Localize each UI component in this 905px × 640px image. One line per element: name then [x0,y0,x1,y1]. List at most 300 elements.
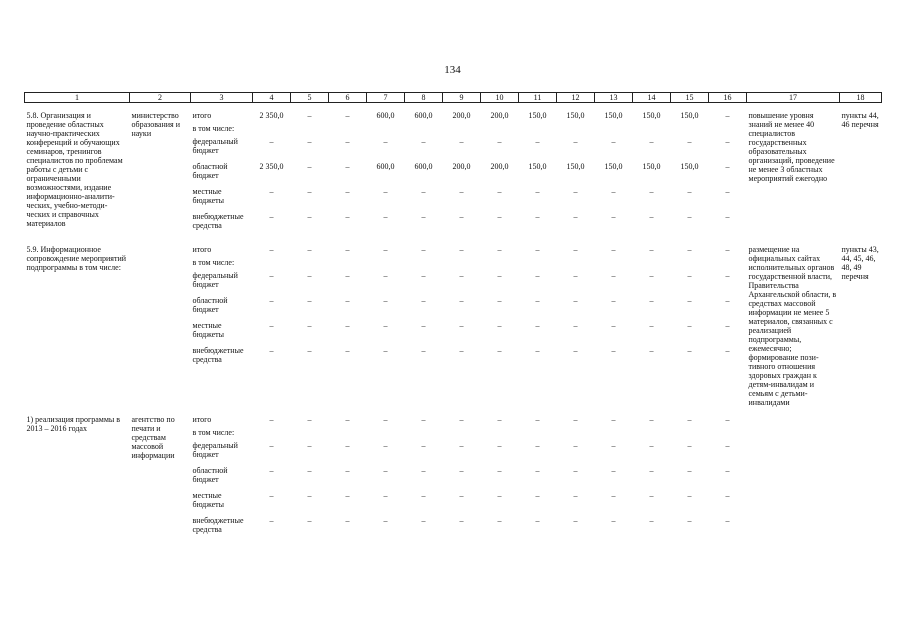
table-row [25,111,882,237]
funding-value [521,428,555,441]
funding-value: – [611,187,616,196]
value-column-9 [443,245,481,407]
funding-value: 2 350,0 [259,111,284,120]
funding-value: – [725,466,730,475]
funding-value: – [573,296,578,305]
funding-value: – [345,187,350,196]
funding-value: 600,0 [376,111,395,120]
section-gap [25,407,882,415]
funding-value: – [497,516,502,525]
funding-value: – [611,466,616,475]
value-column-5 [291,415,329,541]
funding-value [369,124,403,137]
value-column-5 [291,111,329,237]
header-cell-7: 7 [367,93,405,103]
funding-value: – [269,466,274,475]
funding-value [559,124,593,137]
funding-value: – [573,321,578,330]
funding-source-label: областной бюджет [192,162,228,180]
value-column-12 [557,415,595,541]
funding-source-label: федеральный бюджет [192,137,238,155]
value-column-13 [595,415,633,541]
funding-value: – [421,212,426,221]
funding-value: – [269,187,274,196]
header-cell-16: 16 [709,93,747,103]
funding-value: – [307,271,312,280]
funding-value [293,258,327,271]
funding-value: – [649,296,654,305]
funding-value: – [649,466,654,475]
header-cell-17: 17 [747,93,840,103]
funding-value: 150,0 [680,162,699,171]
funding-value: – [725,212,730,221]
value-column-14 [633,245,671,407]
funding-value: – [459,245,464,254]
funding-value: – [345,137,350,146]
funding-value: – [497,415,502,424]
funding-value: – [725,415,730,424]
funding-value: – [725,245,730,254]
funding-value: – [345,346,350,355]
funding-value: – [307,212,312,221]
funding-value: – [307,346,312,355]
header-cell-15: 15 [671,93,709,103]
funding-value: 150,0 [604,162,623,171]
funding-value: – [725,516,730,525]
value-column-15 [671,111,709,237]
funding-value: – [535,296,540,305]
funding-value: – [383,516,388,525]
funding-value [255,124,289,137]
funding-value: – [383,415,388,424]
funding-value: – [535,321,540,330]
funding-value: – [535,137,540,146]
value-column-10 [481,111,519,237]
funding-value: – [725,346,730,355]
funding-value [635,258,669,271]
funding-value: 200,0 [452,111,471,120]
funding-value [331,124,365,137]
header-cell-5: 5 [291,93,329,103]
funding-value: – [383,491,388,500]
value-column-12 [557,111,595,237]
funding-value: – [307,245,312,254]
funding-value: – [269,516,274,525]
funding-value: – [573,187,578,196]
funding-source-label: итого [192,111,212,120]
funding-source-label: местные бюджеты [192,491,225,509]
funding-value: – [649,321,654,330]
value-column-16 [709,111,747,237]
funding-value: – [345,296,350,305]
funding-value: – [573,212,578,221]
header-cell-18: 18 [840,93,882,103]
executor: агентство по печати и средствам массовой информации [131,415,175,460]
expected-result: размещение на официальных сайтах исполнительных органов государственной власти, Правительства Архангельской области, в средствах массовой информации не менее 5 материалов, связанных с реализацией подпрограммы, ежемесячно; формирование позитивного отношения здоровых граждан к детям-инвалидам и семьям с детьми-инвалидами [748,245,837,407]
value-column-8 [405,111,443,237]
funding-value: – [535,516,540,525]
value-column-13 [595,111,633,237]
funding-value: – [611,346,616,355]
header-cell-14: 14 [633,93,671,103]
value-column-9 [443,111,481,237]
funding-value [673,258,707,271]
funding-value: – [269,271,274,280]
funding-value: – [269,321,274,330]
funding-value: – [535,187,540,196]
funding-value: – [611,516,616,525]
activity-name: 5.8. Организация и проведение областных научно-практических конференций и обучающих семинаров, тренингов специалистов по проблемам работы с детьми с ограниченными возможностями, издание информационно-аналитических, учебно-методических и справочных материалов [26,111,123,228]
funding-value: – [421,321,426,330]
funding-value: – [345,466,350,475]
funding-value: – [725,491,730,500]
funding-value [293,428,327,441]
funding-value: – [573,346,578,355]
funding-value: – [459,212,464,221]
funding-value: – [345,441,350,450]
value-column-7 [367,111,405,237]
header-cell-6: 6 [329,93,367,103]
funding-value [445,428,479,441]
funding-value [293,124,327,137]
funding-value: – [497,271,502,280]
value-column-16 [709,245,747,407]
funding-value: – [459,415,464,424]
funding-value [673,428,707,441]
funding-value: – [535,346,540,355]
value-column-6 [329,245,367,407]
funding-value: – [459,441,464,450]
funding-value: 150,0 [528,111,547,120]
executor [130,245,191,407]
funding-value: – [497,137,502,146]
funding-value: – [573,415,578,424]
value-column-14 [633,415,671,541]
header-cell-3: 3 [191,93,253,103]
funding-value [559,258,593,271]
funding-value: – [421,516,426,525]
funding-source-label: в том числе: [192,428,235,437]
funding-value: – [611,212,616,221]
header-cell-1: 1 [25,93,130,103]
funding-value: – [421,271,426,280]
funding-value: – [307,162,312,171]
funding-value: – [307,111,312,120]
funding-value: – [687,491,692,500]
funding-value: – [269,296,274,305]
funding-value: – [421,466,426,475]
funding-value: – [421,415,426,424]
funding-value [407,428,441,441]
funding-value: – [687,516,692,525]
funding-value [521,124,555,137]
funding-source-label: в том числе: [192,124,235,133]
funding-value: – [307,516,312,525]
header-cell-2: 2 [130,93,191,103]
value-column-7 [367,245,405,407]
funding-value: – [497,296,502,305]
funding-source-label: местные бюджеты [192,187,225,205]
funding-value: – [687,187,692,196]
funding-value: – [611,321,616,330]
section-gap [25,103,882,112]
indicator-link [840,415,882,541]
header-cell-11: 11 [519,93,557,103]
program-table [24,92,882,541]
funding-value: – [611,415,616,424]
value-column-6 [329,111,367,237]
funding-value: – [573,441,578,450]
section-gap [25,237,882,245]
funding-value: 150,0 [528,162,547,171]
funding-value: – [687,296,692,305]
funding-value: – [725,187,730,196]
funding-value: – [307,187,312,196]
value-column-4 [253,415,291,541]
funding-value: – [345,415,350,424]
funding-value: – [497,346,502,355]
funding-value [597,258,631,271]
value-column-14 [633,111,671,237]
funding-value: – [573,491,578,500]
funding-value: – [497,187,502,196]
header-cell-13: 13 [595,93,633,103]
funding-value: – [307,441,312,450]
table-row [25,245,882,407]
funding-value: – [649,491,654,500]
funding-value: – [497,441,502,450]
funding-value: 150,0 [604,111,623,120]
funding-source-label: внебюджетные средства [192,516,244,534]
funding-value [521,258,555,271]
value-column-4 [253,245,291,407]
funding-value: – [459,137,464,146]
funding-value: – [687,271,692,280]
funding-value: 150,0 [566,111,585,120]
funding-value: – [345,271,350,280]
funding-value: 150,0 [642,162,661,171]
funding-value [445,124,479,137]
funding-value [407,258,441,271]
page-number: 134 [444,64,461,76]
funding-value: – [269,441,274,450]
funding-value [635,124,669,137]
funding-value [597,124,631,137]
funding-value: – [497,491,502,500]
funding-value: – [459,516,464,525]
funding-value: – [383,245,388,254]
funding-value: – [649,441,654,450]
header-cell-8: 8 [405,93,443,103]
funding-value: – [497,321,502,330]
funding-value [483,428,517,441]
funding-value: – [497,466,502,475]
funding-value: – [383,321,388,330]
header-cell-10: 10 [481,93,519,103]
funding-value: – [611,137,616,146]
funding-value: – [307,415,312,424]
funding-value: – [535,466,540,475]
funding-value [331,428,365,441]
funding-value: – [611,245,616,254]
funding-value: – [459,187,464,196]
funding-value: – [307,466,312,475]
funding-value: – [535,441,540,450]
funding-value: – [459,491,464,500]
funding-value: 200,0 [490,162,509,171]
funding-value: – [307,137,312,146]
funding-value [597,428,631,441]
value-column-16 [709,415,747,541]
funding-value: – [269,245,274,254]
funding-value: 600,0 [414,111,433,120]
funding-value: – [459,466,464,475]
indicator-link: пункты 44, 46 перечня [841,111,879,129]
funding-value: 2 350,0 [259,162,284,171]
value-column-11 [519,415,557,541]
funding-value: – [269,491,274,500]
funding-sources [191,111,253,237]
funding-value: – [307,321,312,330]
funding-value: – [307,296,312,305]
funding-value: 150,0 [642,111,661,120]
funding-value: – [269,415,274,424]
funding-value: 150,0 [680,111,699,120]
funding-source-label: внебюджетные средства [192,346,244,364]
funding-value: – [573,516,578,525]
funding-value: – [345,321,350,330]
funding-value [255,258,289,271]
funding-value: – [725,296,730,305]
value-column-8 [405,415,443,541]
funding-value [483,124,517,137]
funding-value: – [573,245,578,254]
funding-value: – [687,346,692,355]
funding-value: – [421,137,426,146]
funding-value: – [497,212,502,221]
funding-value: – [421,346,426,355]
header-row [25,93,882,103]
funding-value: 600,0 [376,162,395,171]
funding-value: – [725,111,730,120]
funding-value [635,428,669,441]
funding-value: – [725,137,730,146]
value-column-12 [557,245,595,407]
header-cell-12: 12 [557,93,595,103]
funding-value: – [345,111,350,120]
value-column-10 [481,245,519,407]
funding-value: – [345,212,350,221]
funding-sources [191,245,253,407]
funding-value: 150,0 [566,162,585,171]
value-column-9 [443,415,481,541]
value-column-10 [481,415,519,541]
funding-value: – [535,415,540,424]
funding-value [369,428,403,441]
funding-value [559,428,593,441]
value-column-15 [671,245,709,407]
value-column-13 [595,245,633,407]
funding-value: – [649,137,654,146]
header-cell-4: 4 [253,93,291,103]
funding-value: – [345,162,350,171]
funding-value: – [383,441,388,450]
expected-result: повышение уровня знаний не менее 40 специалистов государственных образовательных организаций, проведение не менее 3 областных мероприятий ежегодно [748,111,835,183]
value-column-8 [405,245,443,407]
funding-value: – [687,212,692,221]
funding-value: – [421,296,426,305]
funding-source-label: итого [192,245,212,254]
funding-value: – [497,245,502,254]
funding-value: – [725,162,730,171]
funding-value: – [383,212,388,221]
funding-value: – [421,245,426,254]
value-column-15 [671,415,709,541]
value-column-11 [519,245,557,407]
funding-value: – [649,516,654,525]
funding-value: – [535,491,540,500]
value-column-7 [367,415,405,541]
funding-value: – [345,491,350,500]
funding-value: – [383,271,388,280]
funding-value [711,124,745,137]
funding-value: – [421,491,426,500]
funding-value: – [269,137,274,146]
funding-sources [191,415,253,541]
funding-value: – [383,137,388,146]
funding-value: – [611,296,616,305]
funding-source-label: внебюджетные средства [192,212,244,230]
expected-result [747,415,840,541]
funding-value: – [687,466,692,475]
funding-value: – [611,491,616,500]
funding-value: – [345,516,350,525]
funding-value: – [535,212,540,221]
funding-value: – [459,296,464,305]
funding-source-label: местные бюджеты [192,321,225,339]
funding-value: – [649,271,654,280]
funding-value: – [459,346,464,355]
funding-value: – [383,187,388,196]
funding-value: – [687,321,692,330]
funding-value [483,258,517,271]
indicator-link: пункты 43, 44, 45, 46, 48, 49 перечня [841,245,879,281]
header-cell-9: 9 [443,93,481,103]
funding-value: – [421,187,426,196]
funding-source-label: областной бюджет [192,466,228,484]
funding-value: – [649,415,654,424]
funding-value: – [611,441,616,450]
funding-value [369,258,403,271]
funding-value: – [269,346,274,355]
funding-value [711,258,745,271]
funding-source-label: областной бюджет [192,296,228,314]
executor: министерство образования и науки [131,111,180,138]
funding-value: – [725,271,730,280]
funding-value: – [535,245,540,254]
funding-value: 600,0 [414,162,433,171]
funding-value: – [535,271,540,280]
funding-value: – [383,346,388,355]
funding-value: – [649,346,654,355]
value-column-5 [291,245,329,407]
funding-source-label: в том числе: [192,258,235,267]
funding-value: – [649,245,654,254]
funding-value: – [611,271,616,280]
funding-value: – [573,466,578,475]
funding-value: – [383,466,388,475]
funding-value: – [725,321,730,330]
